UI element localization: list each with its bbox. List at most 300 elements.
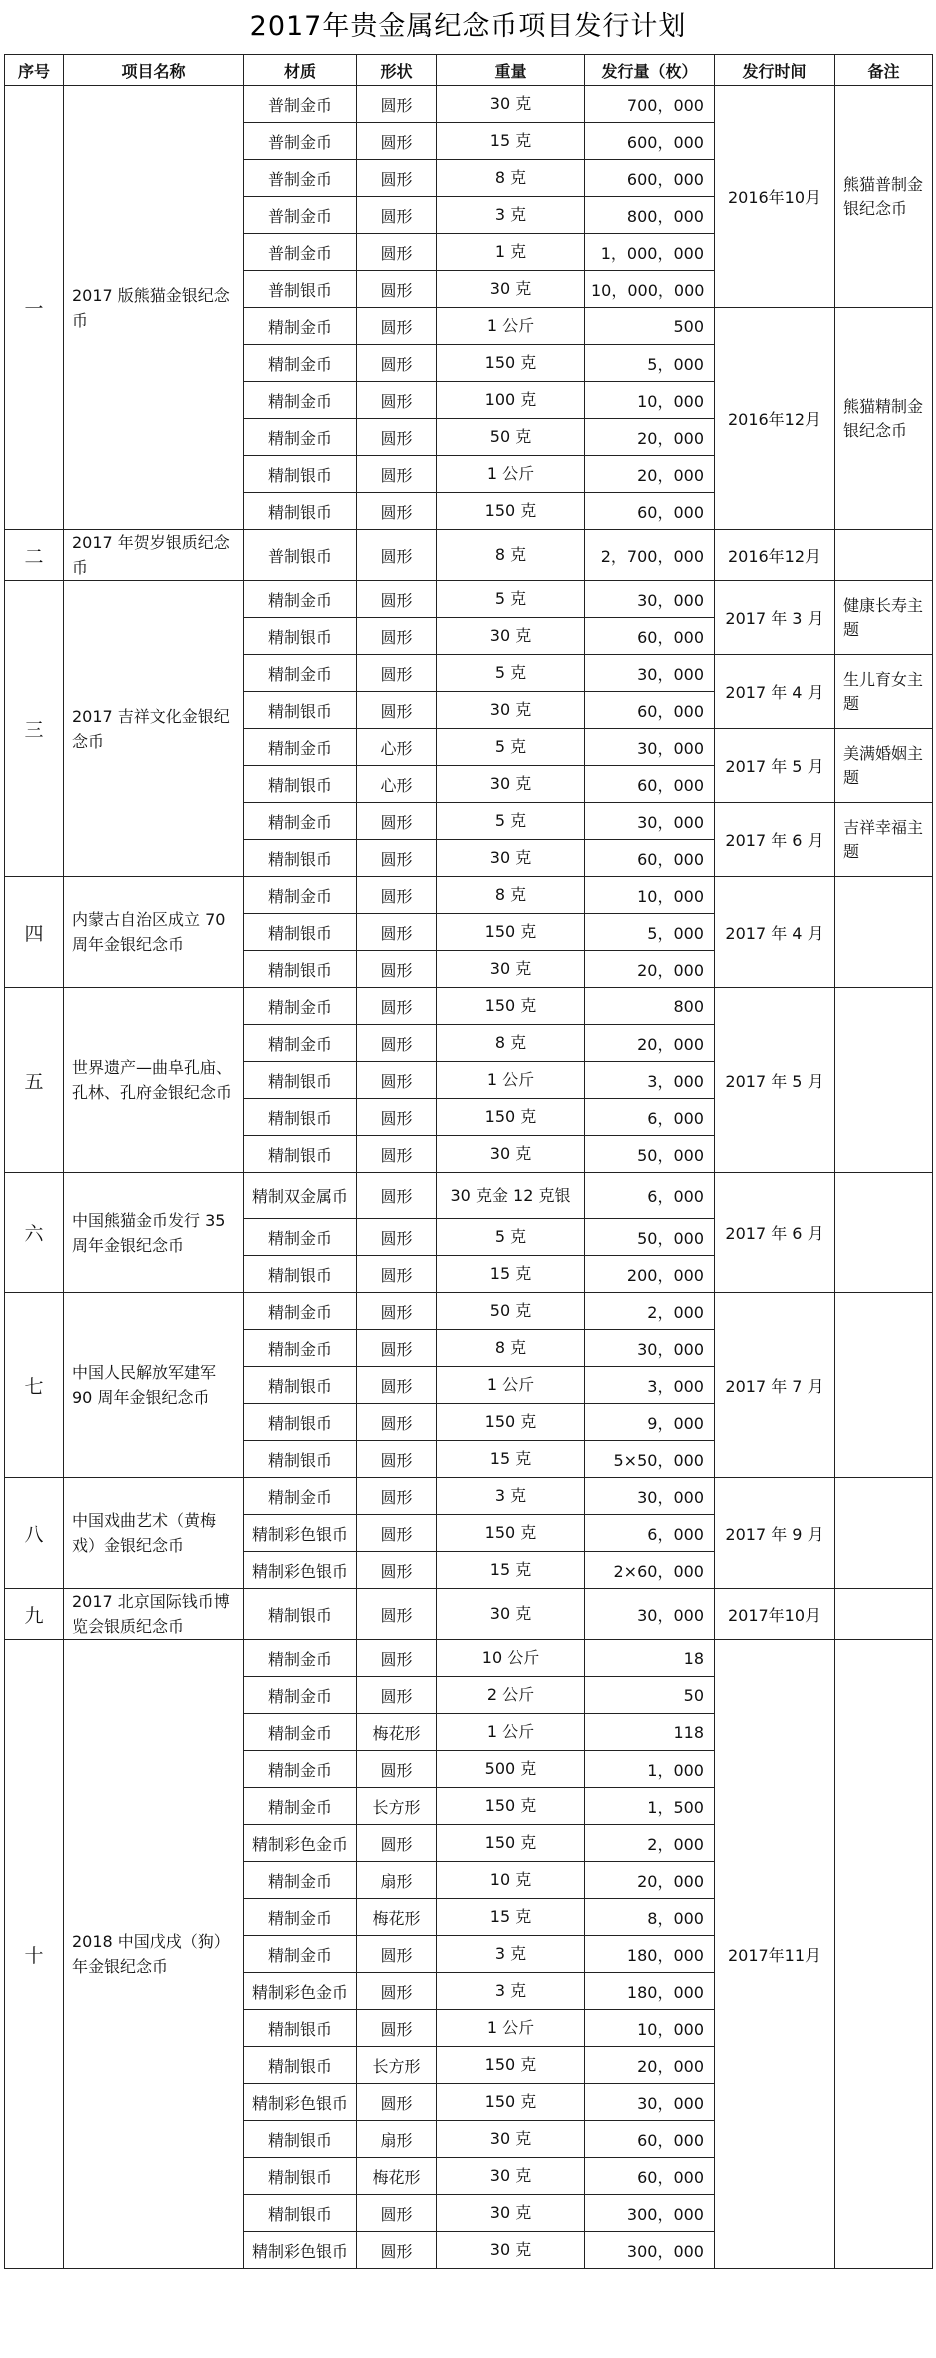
- quantity-cell: 800，000: [585, 197, 715, 234]
- material-cell: 精制双金属币: [244, 1173, 357, 1219]
- material-cell: 精制金币: [244, 581, 357, 618]
- material-cell: 精制金币: [244, 1788, 357, 1825]
- quantity-cell: 600，000: [585, 123, 715, 160]
- material-cell: 精制银币: [244, 618, 357, 655]
- shape-cell: 圆形: [357, 988, 437, 1025]
- shape-cell: 梅花形: [357, 2158, 437, 2195]
- shape-cell: 圆形: [357, 1677, 437, 1714]
- quantity-cell: 9，000: [585, 1404, 715, 1441]
- quantity-cell: 5×50，000: [585, 1441, 715, 1478]
- material-cell: 普制金币: [244, 160, 357, 197]
- weight-cell: 50 克: [437, 419, 585, 456]
- weight-cell: 15 克: [437, 1899, 585, 1936]
- issue-time-cell: 2017 年 6 月: [715, 803, 835, 877]
- remarks-cell: [835, 1173, 933, 1293]
- material-cell: 精制金币: [244, 1219, 357, 1256]
- seq-cell: 九: [5, 1589, 64, 1640]
- shape-cell: 扇形: [357, 2121, 437, 2158]
- weight-cell: 5 克: [437, 1219, 585, 1256]
- shape-cell: 圆形: [357, 1751, 437, 1788]
- shape-cell: 圆形: [357, 2084, 437, 2121]
- project-name-cell: 2017 北京国际钱币博览会银质纪念币: [64, 1589, 244, 1640]
- shape-cell: 梅花形: [357, 1899, 437, 1936]
- quantity-cell: 10，000: [585, 2010, 715, 2047]
- shape-cell: 圆形: [357, 840, 437, 877]
- seq-cell: 六: [5, 1173, 64, 1293]
- material-cell: 精制金币: [244, 419, 357, 456]
- seq-cell: 七: [5, 1293, 64, 1478]
- header-seq: 序号: [5, 55, 64, 86]
- shape-cell: 圆形: [357, 1025, 437, 1062]
- shape-cell: 圆形: [357, 1173, 437, 1219]
- material-cell: 精制银币: [244, 1256, 357, 1293]
- quantity-cell: 2，700，000: [585, 530, 715, 581]
- shape-cell: 圆形: [357, 803, 437, 840]
- weight-cell: 30 克: [437, 1136, 585, 1173]
- material-cell: 精制银币: [244, 1062, 357, 1099]
- material-cell: 精制银币: [244, 493, 357, 530]
- quantity-cell: 60，000: [585, 618, 715, 655]
- weight-cell: 30 克: [437, 766, 585, 803]
- weight-cell: 150 克: [437, 1788, 585, 1825]
- remarks-cell: [835, 1478, 933, 1589]
- material-cell: 精制彩色银币: [244, 2232, 357, 2269]
- quantity-cell: 1，000，000: [585, 234, 715, 271]
- table-row: [5, 530, 933, 581]
- weight-cell: 30 克金 12 克银: [437, 1173, 585, 1219]
- material-cell: 精制金币: [244, 308, 357, 345]
- shape-cell: 圆形: [357, 456, 437, 493]
- weight-cell: 8 克: [437, 160, 585, 197]
- remarks-cell: 健康长寿主题: [835, 581, 933, 655]
- quantity-cell: 2，000: [585, 1293, 715, 1330]
- material-cell: 精制金币: [244, 1478, 357, 1515]
- quantity-cell: 2×60，000: [585, 1552, 715, 1589]
- remarks-cell: 熊猫精制金银纪念币: [835, 308, 933, 530]
- weight-cell: 150 克: [437, 1099, 585, 1136]
- shape-cell: 圆形: [357, 530, 437, 581]
- shape-cell: 圆形: [357, 382, 437, 419]
- material-cell: 精制银币: [244, 1404, 357, 1441]
- material-cell: 精制金币: [244, 345, 357, 382]
- material-cell: 精制金币: [244, 1751, 357, 1788]
- quantity-cell: 6，000: [585, 1515, 715, 1552]
- shape-cell: 圆形: [357, 1404, 437, 1441]
- quantity-cell: 800: [585, 988, 715, 1025]
- material-cell: 精制金币: [244, 1330, 357, 1367]
- issue-time-cell: 2016年10月: [715, 86, 835, 308]
- material-cell: 普制银币: [244, 530, 357, 581]
- material-cell: 精制金币: [244, 1025, 357, 1062]
- material-cell: 精制金币: [244, 988, 357, 1025]
- issue-time-cell: 2016年12月: [715, 530, 835, 581]
- page-title: 2017年贵金属纪念币项目发行计划: [249, 11, 687, 42]
- quantity-cell: 5，000: [585, 345, 715, 382]
- quantity-cell: 30，000: [585, 729, 715, 766]
- quantity-cell: 60，000: [585, 2121, 715, 2158]
- weight-cell: 8 克: [437, 877, 585, 914]
- material-cell: 精制银币: [244, 1136, 357, 1173]
- seq-cell: 一: [5, 86, 64, 530]
- quantity-cell: 20，000: [585, 1025, 715, 1062]
- quantity-cell: 1，500: [585, 1788, 715, 1825]
- weight-cell: 3 克: [437, 1936, 585, 1973]
- shape-cell: 圆形: [357, 1441, 437, 1478]
- seq-cell: 十: [5, 1640, 64, 2269]
- shape-cell: 圆形: [357, 1973, 437, 2010]
- table-row: [5, 86, 933, 123]
- material-cell: 精制银币: [244, 1367, 357, 1404]
- material-cell: 精制金币: [244, 1640, 357, 1677]
- remarks-cell: [835, 1640, 933, 2269]
- weight-cell: 150 克: [437, 2047, 585, 2084]
- table-row: [5, 581, 933, 618]
- material-cell: 精制银币: [244, 840, 357, 877]
- quantity-cell: 30，000: [585, 1478, 715, 1515]
- weight-cell: 150 克: [437, 988, 585, 1025]
- weight-cell: 8 克: [437, 530, 585, 581]
- weight-cell: 1 公斤: [437, 1367, 585, 1404]
- material-cell: 精制银币: [244, 2010, 357, 2047]
- remarks-cell: 生儿育女主题: [835, 655, 933, 729]
- shape-cell: 圆形: [357, 618, 437, 655]
- table-row: [5, 1293, 933, 1330]
- weight-cell: 15 克: [437, 1441, 585, 1478]
- remarks-cell: [835, 877, 933, 988]
- shape-cell: 圆形: [357, 160, 437, 197]
- quantity-cell: 10，000: [585, 877, 715, 914]
- shape-cell: 圆形: [357, 914, 437, 951]
- material-cell: 精制银币: [244, 951, 357, 988]
- quantity-cell: 20，000: [585, 951, 715, 988]
- weight-cell: 3 克: [437, 1478, 585, 1515]
- shape-cell: 圆形: [357, 1936, 437, 1973]
- material-cell: 精制彩色银币: [244, 2084, 357, 2121]
- material-cell: 精制金币: [244, 1677, 357, 1714]
- material-cell: 精制金币: [244, 803, 357, 840]
- header-material: 材质: [244, 55, 357, 86]
- shape-cell: 圆形: [357, 2232, 437, 2269]
- table-row: [5, 1478, 933, 1515]
- project-name-cell: 2017 版熊猫金银纪念币: [64, 86, 244, 530]
- quantity-cell: 30，000: [585, 803, 715, 840]
- weight-cell: 2 公斤: [437, 1677, 585, 1714]
- weight-cell: 5 克: [437, 655, 585, 692]
- quantity-cell: 300，000: [585, 2232, 715, 2269]
- quantity-cell: 60，000: [585, 692, 715, 729]
- shape-cell: 长方形: [357, 1788, 437, 1825]
- header-issue-time: 发行时间: [715, 55, 835, 86]
- shape-cell: 圆形: [357, 493, 437, 530]
- quantity-cell: 500: [585, 308, 715, 345]
- shape-cell: 圆形: [357, 655, 437, 692]
- remarks-cell: [835, 988, 933, 1173]
- quantity-cell: 300，000: [585, 2195, 715, 2232]
- issue-time-cell: 2017 年 5 月: [715, 729, 835, 803]
- shape-cell: 圆形: [357, 1219, 437, 1256]
- material-cell: 普制金币: [244, 123, 357, 160]
- shape-cell: 圆形: [357, 2195, 437, 2232]
- table-row: [5, 1640, 933, 1677]
- quantity-cell: 2，000: [585, 1825, 715, 1862]
- material-cell: 精制银币: [244, 456, 357, 493]
- quantity-cell: 8，000: [585, 1899, 715, 1936]
- weight-cell: 30 克: [437, 1589, 585, 1640]
- quantity-cell: 3，000: [585, 1062, 715, 1099]
- quantity-cell: 30，000: [585, 655, 715, 692]
- header-remarks: 备注: [835, 55, 933, 86]
- material-cell: 精制金币: [244, 1936, 357, 1973]
- shape-cell: 圆形: [357, 1640, 437, 1677]
- table-row: [5, 1589, 933, 1640]
- shape-cell: 圆形: [357, 581, 437, 618]
- weight-cell: 30 克: [437, 2232, 585, 2269]
- shape-cell: 圆形: [357, 951, 437, 988]
- table-row: [5, 1173, 933, 1219]
- weight-cell: 50 克: [437, 1293, 585, 1330]
- material-cell: 精制银币: [244, 766, 357, 803]
- weight-cell: 500 克: [437, 1751, 585, 1788]
- weight-cell: 5 克: [437, 729, 585, 766]
- quantity-cell: 600，000: [585, 160, 715, 197]
- seq-cell: 五: [5, 988, 64, 1173]
- remarks-cell: [835, 1293, 933, 1478]
- shape-cell: 圆形: [357, 197, 437, 234]
- shape-cell: 圆形: [357, 234, 437, 271]
- material-cell: 精制金币: [244, 382, 357, 419]
- material-cell: 精制彩色金币: [244, 1973, 357, 2010]
- material-cell: 精制金币: [244, 655, 357, 692]
- quantity-cell: 30，000: [585, 581, 715, 618]
- project-name-cell: 中国戏曲艺术（黄梅戏）金银纪念币: [64, 1478, 244, 1589]
- remarks-cell: [835, 1589, 933, 1640]
- weight-cell: 150 克: [437, 1825, 585, 1862]
- shape-cell: 扇形: [357, 1862, 437, 1899]
- material-cell: 精制银币: [244, 2195, 357, 2232]
- quantity-cell: 5，000: [585, 914, 715, 951]
- weight-cell: 1 公斤: [437, 456, 585, 493]
- quantity-cell: 60，000: [585, 766, 715, 803]
- weight-cell: 5 克: [437, 581, 585, 618]
- remarks-cell: 吉祥幸福主题: [835, 803, 933, 877]
- weight-cell: 1 公斤: [437, 2010, 585, 2047]
- shape-cell: 圆形: [357, 271, 437, 308]
- material-cell: 精制银币: [244, 692, 357, 729]
- material-cell: 精制银币: [244, 1441, 357, 1478]
- quantity-cell: 18: [585, 1640, 715, 1677]
- issue-time-cell: 2017 年 4 月: [715, 655, 835, 729]
- quantity-cell: 10，000: [585, 382, 715, 419]
- material-cell: 精制金币: [244, 1714, 357, 1751]
- weight-cell: 150 克: [437, 1515, 585, 1552]
- material-cell: 精制彩色银币: [244, 1552, 357, 1589]
- quantity-cell: 20，000: [585, 419, 715, 456]
- material-cell: 精制银币: [244, 1099, 357, 1136]
- weight-cell: 10 公斤: [437, 1640, 585, 1677]
- weight-cell: 1 克: [437, 234, 585, 271]
- project-name-cell: 2017 吉祥文化金银纪念币: [64, 581, 244, 877]
- issue-time-cell: 2017年11月: [715, 1640, 835, 2269]
- remarks-cell: [835, 530, 933, 581]
- seq-cell: 八: [5, 1478, 64, 1589]
- quantity-cell: 6，000: [585, 1173, 715, 1219]
- weight-cell: 150 克: [437, 493, 585, 530]
- material-cell: 精制银币: [244, 1589, 357, 1640]
- quantity-cell: 700，000: [585, 86, 715, 123]
- issue-time-cell: 2017 年 5 月: [715, 988, 835, 1173]
- shape-cell: 圆形: [357, 308, 437, 345]
- weight-cell: 30 克: [437, 840, 585, 877]
- header-weight: 重量: [437, 55, 585, 86]
- quantity-cell: 200，000: [585, 1256, 715, 1293]
- material-cell: 精制金币: [244, 1862, 357, 1899]
- quantity-cell: 20，000: [585, 456, 715, 493]
- weight-cell: 1 公斤: [437, 1714, 585, 1751]
- project-name-cell: 2017 年贺岁银质纪念币: [64, 530, 244, 581]
- weight-cell: 30 克: [437, 618, 585, 655]
- table-row: [5, 877, 933, 914]
- shape-cell: 圆形: [357, 692, 437, 729]
- shape-cell: 圆形: [357, 1330, 437, 1367]
- material-cell: 普制金币: [244, 197, 357, 234]
- header-quantity: 发行量（枚）: [585, 55, 715, 86]
- issue-time-cell: 2017 年 4 月: [715, 877, 835, 988]
- material-cell: 精制彩色银币: [244, 1515, 357, 1552]
- shape-cell: 圆形: [357, 1136, 437, 1173]
- shape-cell: 圆形: [357, 123, 437, 160]
- issuance-plan-table: [4, 54, 933, 2269]
- weight-cell: 15 克: [437, 1552, 585, 1589]
- quantity-cell: 30，000: [585, 1330, 715, 1367]
- material-cell: 精制金币: [244, 877, 357, 914]
- weight-cell: 30 克: [437, 2158, 585, 2195]
- weight-cell: 30 克: [437, 951, 585, 988]
- material-cell: 精制金币: [244, 1293, 357, 1330]
- weight-cell: 1 公斤: [437, 308, 585, 345]
- weight-cell: 5 克: [437, 803, 585, 840]
- shape-cell: 圆形: [357, 1552, 437, 1589]
- weight-cell: 8 克: [437, 1330, 585, 1367]
- issue-time-cell: 2017 年 9 月: [715, 1478, 835, 1589]
- shape-cell: 圆形: [357, 345, 437, 382]
- material-cell: 精制银币: [244, 2158, 357, 2195]
- quantity-cell: 10，000，000: [585, 271, 715, 308]
- issue-time-cell: 2017 年 6 月: [715, 1173, 835, 1293]
- issue-time-cell: 2017 年 7 月: [715, 1293, 835, 1478]
- weight-cell: 3 克: [437, 197, 585, 234]
- weight-cell: 3 克: [437, 1973, 585, 2010]
- seq-cell: 二: [5, 530, 64, 581]
- shape-cell: 圆形: [357, 877, 437, 914]
- weight-cell: 100 克: [437, 382, 585, 419]
- quantity-cell: 180，000: [585, 1936, 715, 1973]
- quantity-cell: 60，000: [585, 2158, 715, 2195]
- project-name-cell: 中国熊猫金币发行 35 周年金银纪念币: [64, 1173, 244, 1293]
- quantity-cell: 30，000: [585, 1589, 715, 1640]
- remarks-cell: 熊猫普制金银纪念币: [835, 86, 933, 308]
- material-cell: 精制金币: [244, 1899, 357, 1936]
- seq-cell: 三: [5, 581, 64, 877]
- weight-cell: 150 克: [437, 914, 585, 951]
- weight-cell: 15 克: [437, 1256, 585, 1293]
- header-row: [5, 55, 933, 86]
- weight-cell: 15 克: [437, 123, 585, 160]
- weight-cell: 30 克: [437, 2195, 585, 2232]
- shape-cell: 心形: [357, 729, 437, 766]
- material-cell: 普制银币: [244, 271, 357, 308]
- quantity-cell: 118: [585, 1714, 715, 1751]
- weight-cell: 1 公斤: [437, 1062, 585, 1099]
- quantity-cell: 1，000: [585, 1751, 715, 1788]
- weight-cell: 30 克: [437, 2121, 585, 2158]
- quantity-cell: 3，000: [585, 1367, 715, 1404]
- header-project-name: 项目名称: [64, 55, 244, 86]
- shape-cell: 圆形: [357, 2010, 437, 2047]
- quantity-cell: 6，000: [585, 1099, 715, 1136]
- weight-cell: 30 克: [437, 86, 585, 123]
- remarks-cell: 美满婚姻主题: [835, 729, 933, 803]
- shape-cell: 圆形: [357, 1825, 437, 1862]
- quantity-cell: 50，000: [585, 1219, 715, 1256]
- quantity-cell: 50: [585, 1677, 715, 1714]
- project-name-cell: 2018 中国戊戌（狗）年金银纪念币: [64, 1640, 244, 2269]
- project-name-cell: 世界遗产—曲阜孔庙、孔林、孔府金银纪念币: [64, 988, 244, 1173]
- weight-cell: 8 克: [437, 1025, 585, 1062]
- issue-time-cell: 2017 年 3 月: [715, 581, 835, 655]
- shape-cell: 圆形: [357, 1515, 437, 1552]
- shape-cell: 圆形: [357, 1589, 437, 1640]
- shape-cell: 长方形: [357, 2047, 437, 2084]
- material-cell: 精制银币: [244, 2047, 357, 2084]
- issue-time-cell: 2017年10月: [715, 1589, 835, 1640]
- table-row: [5, 988, 933, 1025]
- shape-cell: 圆形: [357, 1478, 437, 1515]
- material-cell: 普制金币: [244, 86, 357, 123]
- weight-cell: 10 克: [437, 1862, 585, 1899]
- shape-cell: 心形: [357, 766, 437, 803]
- quantity-cell: 60，000: [585, 840, 715, 877]
- weight-cell: 30 克: [437, 271, 585, 308]
- quantity-cell: 50，000: [585, 1136, 715, 1173]
- shape-cell: 圆形: [357, 1293, 437, 1330]
- shape-cell: 圆形: [357, 419, 437, 456]
- weight-cell: 150 克: [437, 345, 585, 382]
- header-shape: 形状: [357, 55, 437, 86]
- project-name-cell: 中国人民解放军建军 90 周年金银纪念币: [64, 1293, 244, 1478]
- shape-cell: 圆形: [357, 1256, 437, 1293]
- material-cell: 精制银币: [244, 2121, 357, 2158]
- quantity-cell: 20，000: [585, 1862, 715, 1899]
- seq-cell: 四: [5, 877, 64, 988]
- issue-time-cell: 2016年12月: [715, 308, 835, 530]
- quantity-cell: 60，000: [585, 493, 715, 530]
- project-name-cell: 内蒙古自治区成立 70 周年金银纪念币: [64, 877, 244, 988]
- shape-cell: 梅花形: [357, 1714, 437, 1751]
- quantity-cell: 30，000: [585, 2084, 715, 2121]
- quantity-cell: 20，000: [585, 2047, 715, 2084]
- shape-cell: 圆形: [357, 1367, 437, 1404]
- weight-cell: 150 克: [437, 1404, 585, 1441]
- shape-cell: 圆形: [357, 1099, 437, 1136]
- material-cell: 精制彩色金币: [244, 1825, 357, 1862]
- quantity-cell: 180，000: [585, 1973, 715, 2010]
- shape-cell: 圆形: [357, 1062, 437, 1099]
- material-cell: 精制金币: [244, 729, 357, 766]
- material-cell: 精制银币: [244, 914, 357, 951]
- shape-cell: 圆形: [357, 86, 437, 123]
- weight-cell: 150 克: [437, 2084, 585, 2121]
- weight-cell: 30 克: [437, 692, 585, 729]
